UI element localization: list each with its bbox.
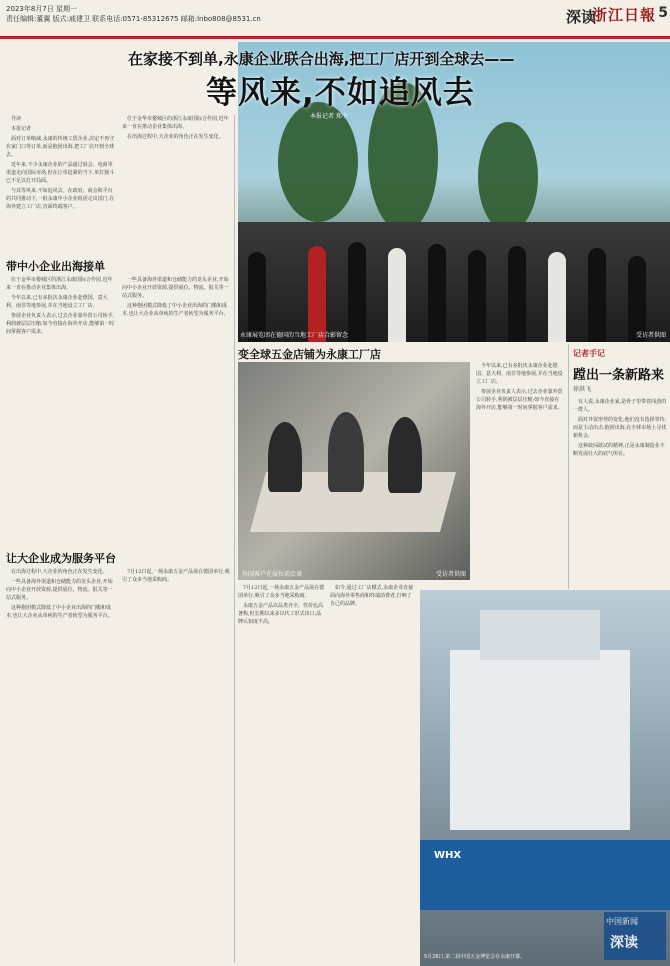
watermark-stamp [604, 912, 666, 960]
subhead-platform: 让大企业成为服务平台 [6, 552, 116, 565]
masthead-rule [0, 37, 670, 39]
section-paragraph: 一些具备海外渠道和仓储能力的龙头企业,开始向中小企业开放资源,提供展位、物流、报关等一站式服务。 [6, 579, 113, 601]
notes-paragraph: 面对外贸形势的变化,他们没有选择等待,而是主动出击,抱团出海,在全球市场上寻找新机会。 [573, 417, 667, 439]
main-headline: 等风来,不如追风去 [206, 75, 475, 111]
intro-paragraph: 面对订单缩减,永康的传统工贸企业,决定不再守在家门口等订单,而是抱团出海,把工厂店开到全球去。 [6, 136, 115, 158]
section-paragraph: 7月12日起,一场永康五金产品展在德国举行,吸引了众多当地采购商。 [238, 585, 325, 599]
notes-title: 蹚出一条新路来 [573, 368, 665, 383]
section-paragraph: 如今,通过工厂店模式,永康企业直接面向海外零售商和终端消费者,打响了自己的品牌。 [330, 585, 414, 607]
masthead-meta [6, 4, 261, 24]
hero-credit: 受访者供图 [635, 332, 666, 339]
section-1-column [6, 276, 116, 538]
page-number: 5 [658, 5, 668, 21]
intro-paragraph: 本报记者 [11, 126, 32, 132]
expo-photo [420, 590, 670, 966]
intro-column-2 [122, 115, 230, 250]
section-title: 深读 [565, 8, 596, 26]
section-paragraph: 参展企业负责人表示,过去企业靠外贸公司转手,利润被层层压缩;如今直接在海外开店,能够第一时间掌握客户需求。 [6, 313, 115, 335]
notes-paragraph: 有人说,永康企业家,是骨子里带着闯劲的一群人。 [573, 399, 667, 413]
subhead-overseas: 带中小企业出海接单 [6, 260, 105, 273]
section-paragraph: 在出海过程中,大企业的角色正在发生变化。 [127, 134, 224, 140]
issue-date: 2023年8月7日 星期一 [6, 5, 77, 13]
section-3-column [238, 584, 326, 962]
section-2-column-2 [122, 568, 230, 963]
meeting-caption: 外国客户在展位前洽谈 [242, 571, 303, 578]
subhead-factory-store: 变全球五金店铺为永康工厂店 [238, 348, 381, 361]
masthead [0, 0, 670, 37]
section-paragraph: 参展企业负责人表示,过去企业靠外贸公司转手,利润被层层压缩;如今直接在海外开店,能够第一时间掌握客户需求。 [476, 389, 563, 411]
meeting-photo [238, 362, 470, 580]
section-paragraph: 位于金华市婺城区的浙江永康国际合作园,近年来一直在推动企业集体出海。 [122, 116, 229, 130]
notes-author: 徐洪飞 [573, 386, 592, 393]
section-3-column-2 [330, 584, 416, 962]
section-paragraph: 永康五金产品以品类齐全、性价比高著称,但长期以来多以代工形式出口,品牌认知度不高。 [238, 603, 324, 625]
expo-banner: WHX [420, 840, 670, 910]
notes-body [573, 398, 669, 583]
section-paragraph: 这种抱团模式降低了中小企业出海的门槛和成本,也让大企业从单纯的生产者转型为服务平台。 [6, 605, 113, 619]
intro-paragraph: 导读 [11, 116, 22, 122]
notes-tag: 记者手记 [573, 349, 605, 358]
notes-paragraph: 这种敢闯敢试的精神,正是永康制造业不断发展壮大的底气所在。 [573, 443, 665, 457]
section-paragraph: 今年以来,已有多批次永康企业赴德国、意大利、南非等地参展,并在当地设立工厂店。 [476, 363, 563, 385]
byline: 本报记者 郑中 [310, 113, 348, 120]
column-divider [234, 115, 235, 963]
intro-column [6, 115, 116, 250]
watermark-line2: 深读 [610, 935, 638, 951]
section-2-column [6, 568, 116, 963]
meeting-credit: 受访者供图 [435, 571, 466, 578]
expo-caption: 5月26日,第二届中国五金博览会在永康开幕。 [424, 954, 526, 960]
reporter-notes [568, 344, 670, 589]
section-paragraph: 位于金华市婺城区的浙江永康国际合作园,近年来一直在推动企业集体出海。 [6, 277, 113, 291]
section-paragraph: 在出海过程中,大企业的角色正在发生变化。 [11, 569, 108, 575]
section-paragraph: 今年以来,已有多批次永康企业赴德国、意大利、南非等地参展,并在当地设立工厂店。 [6, 295, 108, 309]
section-paragraph: 7月12日起,一场永康五金产品展在德国举行,吸引了众多当地采购商。 [122, 569, 230, 583]
intro-paragraph: 近年来,不少永康企业的产品通过展会、电商等渠道走向国际市场,但在订单趋紧的当下,单打独斗已不足以打开局面。 [6, 162, 115, 184]
section-1-column-2 [122, 276, 230, 538]
hero-caption: 永康展览团在德国的当地工厂店合影留念 [240, 332, 349, 339]
watermark-line1: 中国新闻 [606, 917, 638, 926]
paper-logo: 浙江日報 [591, 6, 656, 24]
intro-paragraph: 与其等风来,不如追风去。在政府、商会和平台的共同推动下,一批永康中小企业组团走出国门,在海外建立工厂店,直面终端客户。 [6, 188, 115, 210]
headline-kicker: 在家接不到单,永康企业联合出海,把工厂店开到全球去—— [128, 50, 515, 68]
editor-line: 责任编辑:董翼 版式:戚建卫 联系电话:0571-85312675 邮箱:lnbo808@8531.cn [6, 15, 261, 23]
section-3-column-3 [476, 362, 564, 586]
section-paragraph: 这种抱团模式降低了中小企业出海的门槛和成本,也让大企业从单纯的生产者转型为服务平台。 [122, 303, 229, 317]
section-paragraph: 一些具备海外渠道和仓储能力的龙头企业,开始向中小企业开放资源,提供展位、物流、报关等一站式服务。 [122, 277, 229, 299]
